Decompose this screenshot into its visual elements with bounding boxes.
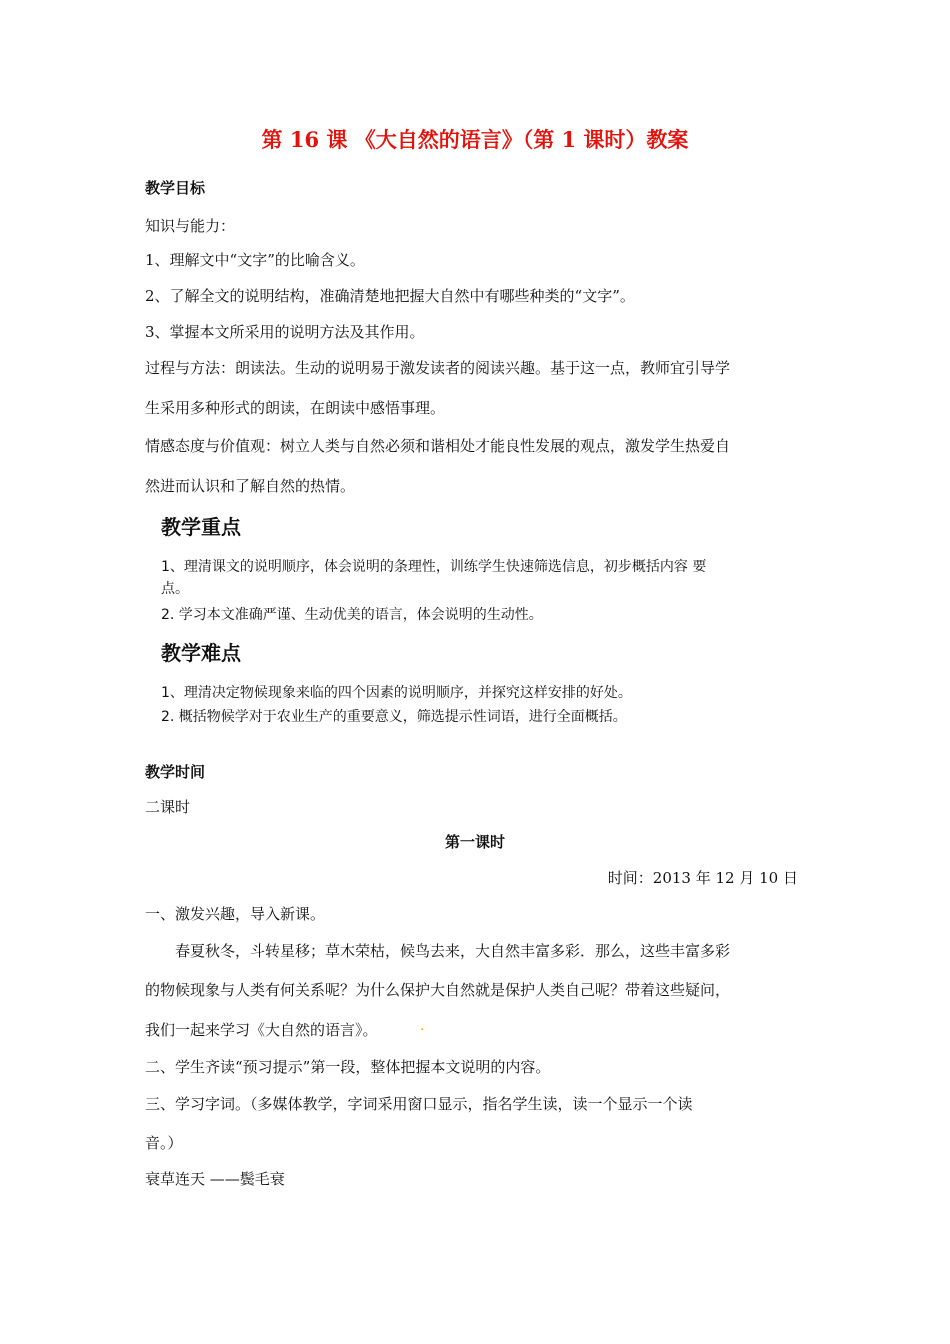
lesson-heading: 第一课时: [444, 833, 505, 851]
objective-item-2: 2、了解全文的说明结构，准确清楚地把握大自然中有哪些种类的“文字”。: [145, 287, 635, 305]
page-title: 第 16 课 《大自然的语言》（第 1 课时）教案: [261, 127, 689, 152]
lesson-date: 时间：2013 年 12 月 10 日: [607, 869, 798, 887]
step-3-line-1: 三、学习字词。（多媒体教学，字词采用窗口显示，指名学生读，读一个显示一个读: [145, 1095, 693, 1113]
difficulties-heading: 教学难点: [161, 641, 241, 665]
emotion-line-2: 然进而认识和了解自然的热情。: [145, 477, 356, 495]
objective-item-3: 3、掌握本文所采用的说明方法及其作用。: [145, 323, 425, 341]
stray-dot: .: [420, 1018, 425, 1034]
key-point-1-line-2: 点。: [161, 581, 189, 597]
intro-para-line-2: 的物候现象与人类有何关系呢？为什么保护大自然就是保护人类自己呢？带着这些疑问，: [145, 981, 731, 999]
intro-para-line-1: 春夏秋冬，斗转星移；草木荣枯，候鸟去来，大自然丰富多彩．那么，这些丰富多彩: [175, 942, 731, 960]
time-value: 二课时: [145, 798, 191, 816]
key-point-2: 2. 学习本文准确严谨、生动优美的语言，体会说明的生动性。: [161, 607, 543, 623]
vocab-item-1: 衰草连天 ——鬓毛衰: [145, 1170, 285, 1188]
step-1: 一、激发兴趣，导入新课。: [145, 905, 326, 923]
emotion-line-1: 情感态度与价值观：树立人类与自然必须和谐相处才能良性发展的观点，激发学生热爱自: [145, 437, 731, 455]
process-line-2: 生采用多种形式的朗读，在朗读中感悟事理。: [145, 399, 446, 417]
step-3-line-2: 音。）: [145, 1134, 183, 1152]
time-heading: 教学时间: [145, 763, 206, 781]
knowledge-label: 知识与能力：: [145, 217, 236, 235]
intro-para-line-3: 我们一起来学习《大自然的语言》。: [145, 1021, 378, 1039]
process-line-1: 过程与方法：朗读法。生动的说明易于激发读者的阅读兴趣。基于这一点，教师宜引导学: [145, 359, 731, 377]
objectives-heading: 教学目标: [145, 179, 206, 197]
difficulty-1: 1、理清决定物候现象来临的四个因素的说明顺序，并探究这样安排的好处。: [161, 685, 632, 701]
key-points-heading: 教学重点: [161, 515, 241, 539]
step-2: 二、学生齐读“预习提示”第一段，整体把握本文说明的内容。: [145, 1058, 551, 1076]
difficulty-2: 2. 概括物候学对于农业生产的重要意义，筛选提示性词语，进行全面概括。: [161, 709, 627, 725]
key-point-1-line-1: 1、理清课文的说明顺序，体会说明的条理性，训练学生快速筛选信息，初步概括内容 要: [161, 559, 707, 575]
objective-item-1: 1、理解文中“文字”的比喻含义。: [145, 251, 365, 269]
